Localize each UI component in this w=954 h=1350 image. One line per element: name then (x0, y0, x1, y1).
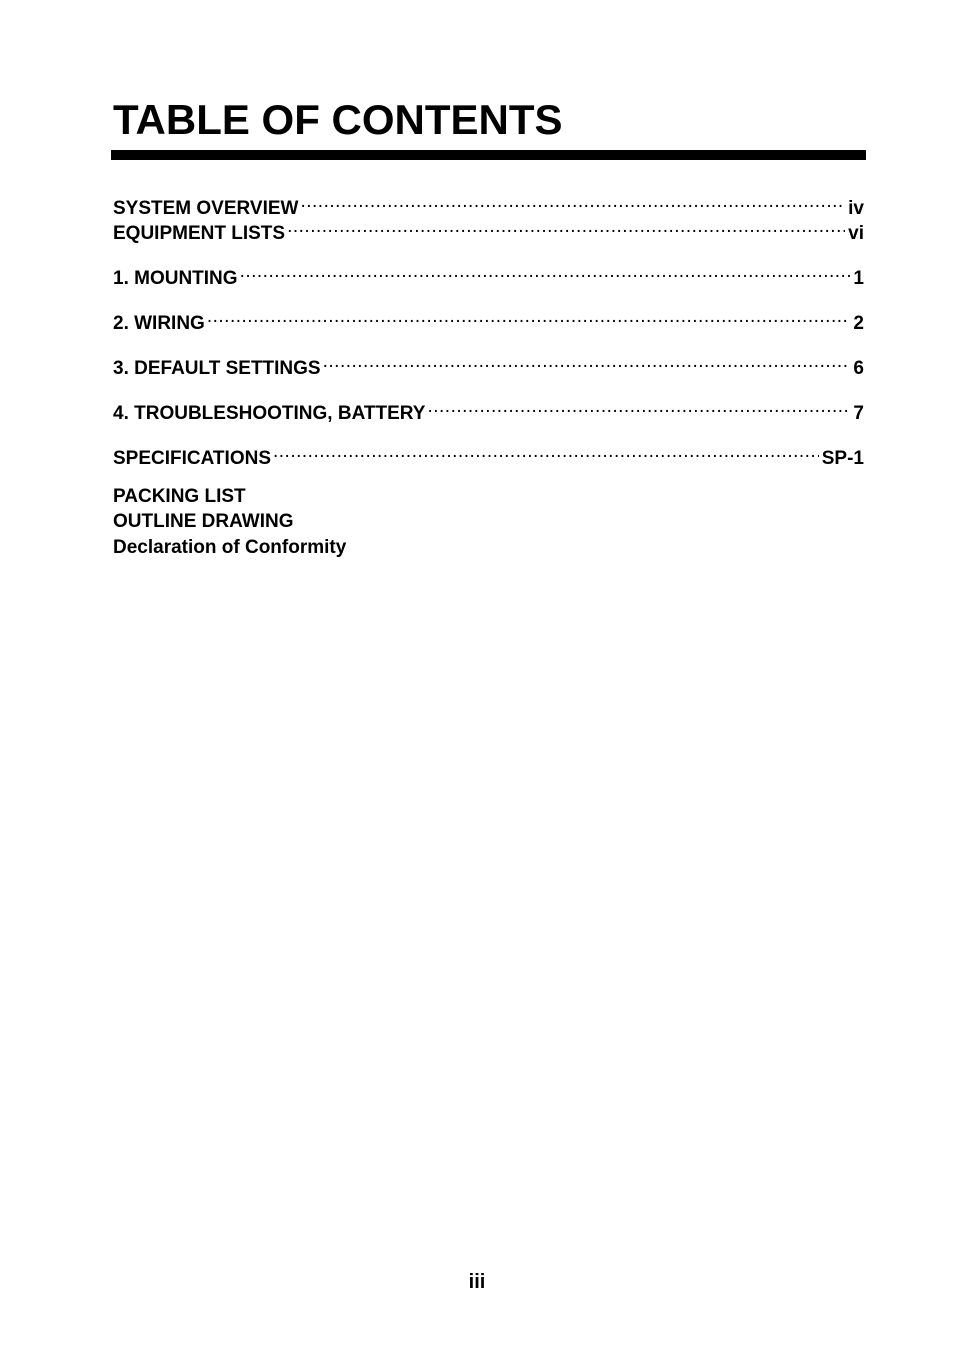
toc-entry-page: 7 (853, 403, 864, 424)
appendix-packing-list[interactable]: PACKING LIST (113, 486, 246, 507)
dot-leader (287, 215, 845, 239)
appendix-outline-drawing[interactable]: OUTLINE DRAWING (113, 511, 294, 532)
toc-entry-wiring[interactable] (113, 305, 864, 334)
toc-entry-page: SP-1 (821, 448, 864, 469)
appendix-declaration-of-conformity[interactable]: Declaration of Conformity (113, 537, 347, 558)
dot-leader (427, 395, 850, 419)
toc-entry-page: vi (848, 223, 864, 244)
toc-entry-page: 2 (853, 313, 864, 334)
toc-entry-label: 3. DEFAULT SETTINGS (113, 358, 321, 379)
toc-entry-page: iv (848, 198, 864, 219)
title-rule (111, 150, 866, 160)
toc-entry-label: 2. WIRING (113, 313, 205, 334)
toc-entry-page: 1 (853, 268, 864, 289)
toc-entry-specifications[interactable] (113, 440, 864, 469)
toc-entry-equipment-lists[interactable] (113, 215, 864, 244)
toc-entry-label: EQUIPMENT LISTS (113, 223, 286, 244)
toc-entry-page: 6 (853, 358, 864, 379)
dot-leader (207, 305, 851, 329)
dot-leader (323, 350, 851, 374)
dot-leader (273, 440, 819, 464)
toc-entry-system-overview[interactable] (113, 190, 864, 219)
toc-entry-label: SPECIFICATIONS (113, 448, 271, 469)
toc-entry-label: 1. MOUNTING (113, 268, 238, 289)
toc-entry-troubleshooting[interactable] (113, 395, 864, 424)
footer-page-number: iii (468, 1271, 486, 1293)
page-title: TABLE OF CONTENTS (113, 96, 563, 143)
toc-entry-default-settings[interactable] (113, 350, 864, 379)
dot-leader (240, 260, 851, 284)
dot-leader (300, 190, 845, 214)
toc-entry-mounting[interactable] (113, 260, 864, 289)
toc-entry-label: SYSTEM OVERVIEW (113, 198, 299, 219)
toc-entry-label: 4. TROUBLESHOOTING, BATTERY (113, 403, 426, 424)
